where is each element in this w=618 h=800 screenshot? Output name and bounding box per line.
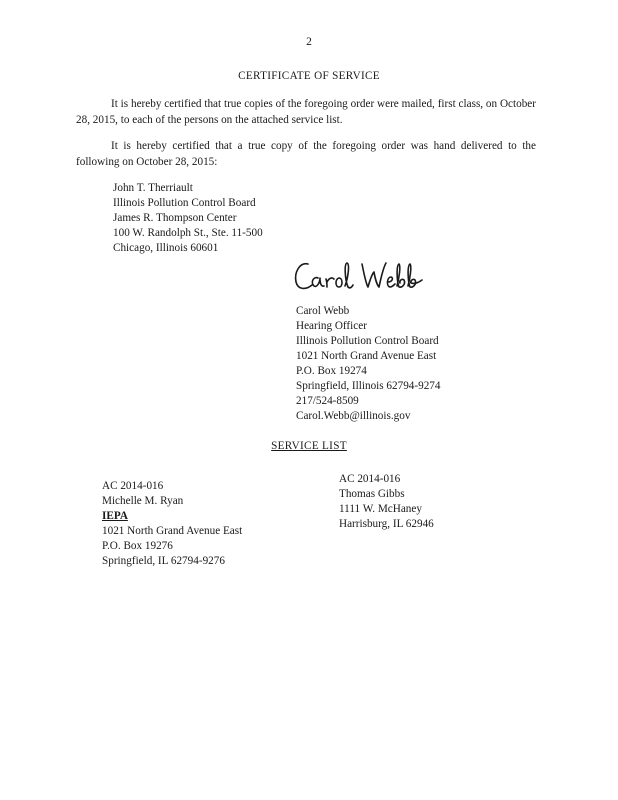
signer-name: Carol Webb: [296, 305, 350, 317]
signature-image: [292, 258, 432, 298]
service-left-city: Springfield, IL 62794-9276: [102, 555, 225, 567]
signer-city: Springfield, Illinois 62794-9274: [296, 380, 441, 392]
signer-org: Illinois Pollution Control Board: [296, 335, 439, 347]
service-left-po-box: P.O. Box 19276: [102, 540, 173, 552]
service-right-city: Harrisburg, IL 62946: [339, 518, 434, 530]
service-left-case: AC 2014-016: [102, 480, 164, 492]
service-entry-right: [339, 472, 434, 532]
service-left-address: 1021 North Grand Avenue East: [102, 525, 243, 537]
signer-block: [296, 304, 441, 424]
service-left-name: Michelle M. Ryan: [102, 495, 184, 507]
service-right-case: AC 2014-016: [339, 473, 401, 485]
hand-delivery-recipient: [113, 181, 263, 256]
signer-address: 1021 North Grand Avenue East: [296, 350, 437, 362]
paragraph-hand-text: It is hereby certified that a true copy of the foregoing order was hand delivered to the following on October 28, 2015:: [76, 140, 536, 168]
paragraph-mail-text: It is hereby certified that true copies of the foregoing order were mailed, first class, on October 28, 2015, to each of the persons on the attached service list.: [76, 98, 536, 126]
certificate-title: CERTIFICATE OF SERVICE: [238, 70, 380, 82]
service-right-name: Thomas Gibbs: [339, 488, 405, 500]
recipient-building: James R. Thompson Center: [113, 212, 237, 224]
signer-email: Carol.Webb@illinois.gov: [296, 410, 411, 422]
recipient-name: John T. Therriault: [113, 182, 193, 194]
paragraph-mail: [76, 96, 536, 128]
signer-title: Hearing Officer: [296, 320, 367, 332]
recipient-city: Chicago, Illinois 60601: [113, 242, 219, 254]
signer-phone: 217/524-8509: [296, 395, 359, 407]
service-entry-left: [102, 479, 242, 569]
paragraph-hand-delivery: [76, 138, 536, 170]
service-list-title: SERVICE LIST: [271, 440, 347, 452]
recipient-org: Illinois Pollution Control Board: [113, 197, 256, 209]
recipient-street: 100 W. Randolph St., Ste. 11-500: [113, 227, 263, 239]
service-left-org: IEPA: [102, 510, 128, 522]
signer-po-box: P.O. Box 19274: [296, 365, 367, 377]
service-right-address: 1111 W. McHaney: [339, 503, 422, 515]
page-number: 2: [306, 36, 312, 48]
